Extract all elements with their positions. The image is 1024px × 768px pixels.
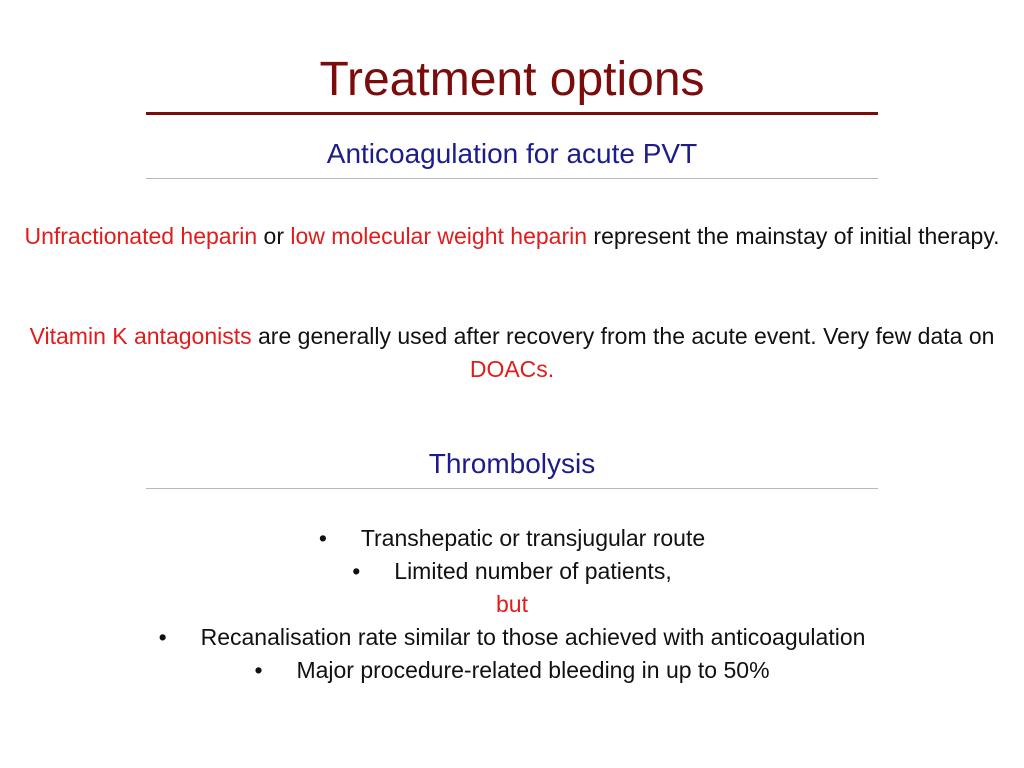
term-doacs: DOACs. [469, 356, 555, 382]
slide-title: Treatment options [319, 53, 705, 106]
list-item [0, 621, 1024, 654]
text-or: or [257, 223, 291, 249]
bullet-icon: • [254, 657, 263, 683]
bullet-icon: • [352, 558, 361, 584]
section-heading-thrombolysis: Thrombolysis [428, 448, 596, 479]
paragraph-vka [0, 320, 1024, 386]
bullet-icon: • [158, 624, 167, 650]
text-generally-used: are generally used after recovery from the acute event. Very few data on [251, 323, 995, 349]
section-divider-thrombolysis [146, 488, 878, 489]
list-item-text: Limited number of patients, [394, 558, 672, 584]
term-vitamin-k-antagonists: Vitamin K antagonists [29, 323, 252, 349]
list-item [0, 522, 1024, 555]
paragraph-heparin [0, 220, 1024, 253]
section-divider-anticoagulation [146, 178, 878, 179]
text-mainstay: represent the mainstay of initial therapy. [587, 223, 1000, 249]
thrombolysis-list [0, 522, 1024, 687]
section-heading-anticoagulation: Anticoagulation for acute PVT [326, 138, 698, 169]
title-underline [146, 112, 878, 115]
term-unfractionated-heparin: Unfractionated heparin [24, 223, 258, 249]
list-item [0, 654, 1024, 687]
list-item [0, 555, 1024, 588]
list-item-text: Major procedure-related bleeding in up to 50% [296, 657, 770, 683]
bullet-icon: • [318, 525, 327, 551]
list-item-text: Transhepatic or transjugular route [360, 525, 706, 551]
list-item-text: Recanalisation rate similar to those achieved with anticoagulation [200, 624, 866, 650]
text-but: but [496, 591, 528, 617]
term-lmw-heparin: low molecular weight heparin [290, 223, 588, 249]
